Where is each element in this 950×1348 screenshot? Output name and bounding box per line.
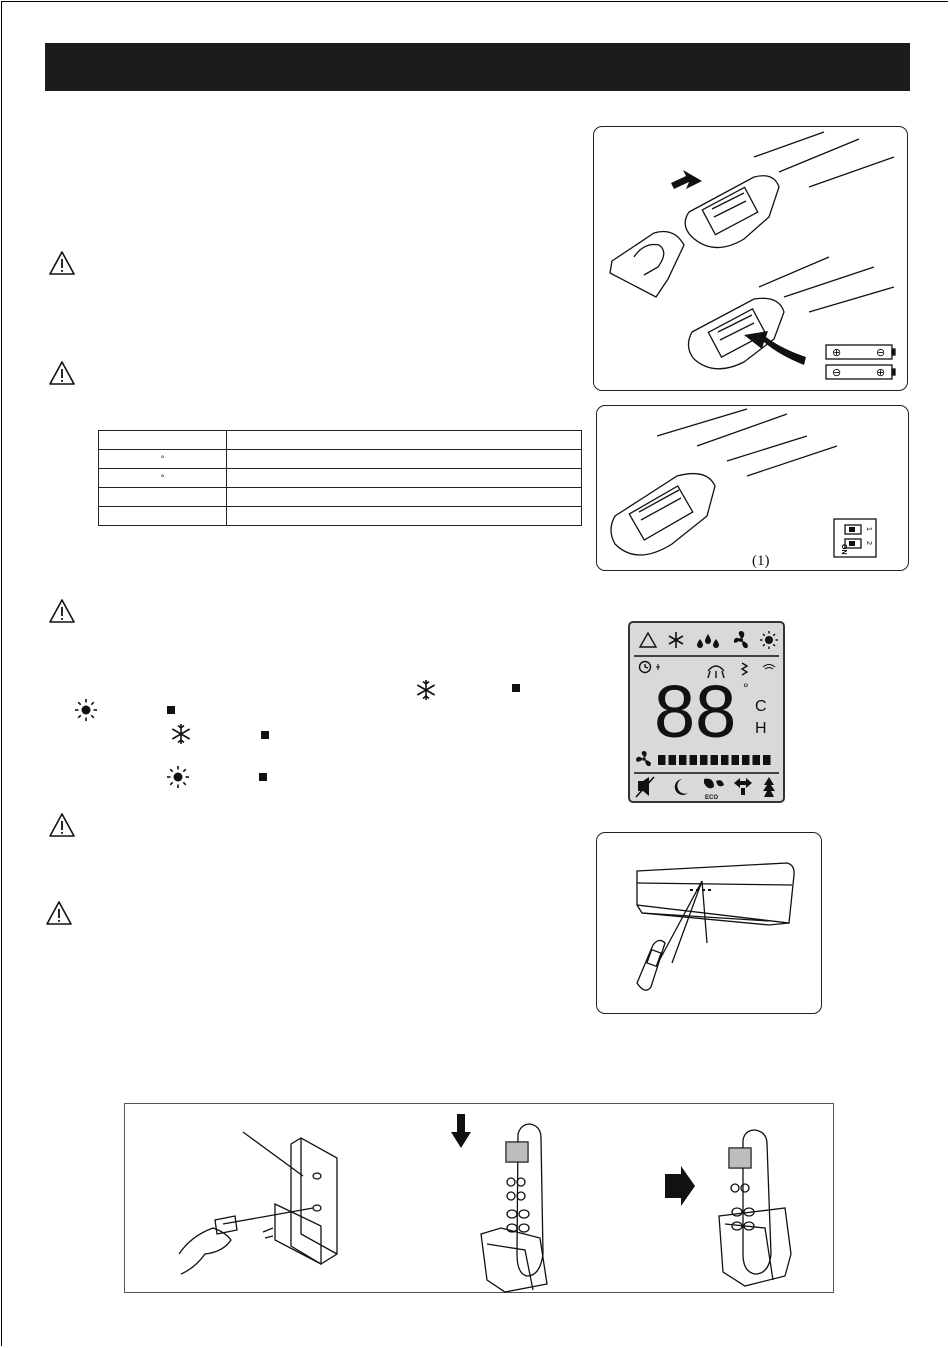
holder-install-illustration bbox=[125, 1104, 835, 1294]
snowflake-icon bbox=[669, 632, 683, 648]
polarity-label: ⊖ bbox=[832, 367, 842, 379]
spec-table bbox=[98, 430, 582, 526]
table-cell bbox=[99, 431, 227, 450]
indoor-unit-illustration bbox=[597, 833, 822, 1014]
auto-mode-icon bbox=[640, 633, 656, 647]
battery-install-illustration bbox=[594, 127, 908, 391]
fan-bar-segment bbox=[753, 755, 761, 765]
polarity-label: ⊕ bbox=[832, 347, 842, 359]
arrow-icon bbox=[671, 170, 702, 189]
lcd-unit-c: C bbox=[755, 698, 767, 715]
polarity-label: ⊖ bbox=[876, 347, 886, 359]
table-row bbox=[99, 488, 582, 507]
fan-bar-segment bbox=[679, 755, 687, 765]
sun-icon bbox=[74, 698, 98, 722]
table-cell bbox=[227, 469, 582, 488]
sun-icon bbox=[166, 765, 190, 789]
square-bullet bbox=[261, 731, 269, 739]
eco-leaf-icon bbox=[704, 779, 724, 789]
section-header-bar bbox=[45, 43, 910, 91]
dip-switch-panel bbox=[596, 405, 909, 571]
warning-icon bbox=[48, 812, 76, 838]
table-cell: ° bbox=[99, 450, 227, 469]
fan-bar-segment bbox=[721, 755, 729, 765]
table-cell bbox=[227, 450, 582, 469]
lcd-illustration bbox=[630, 623, 783, 801]
dip-switch-illustration bbox=[597, 406, 909, 571]
table-row bbox=[99, 507, 582, 526]
table-row bbox=[99, 450, 582, 469]
table-row bbox=[99, 469, 582, 488]
heat-mode-icon bbox=[760, 631, 778, 649]
table-cell bbox=[99, 488, 227, 507]
table-row bbox=[99, 431, 582, 450]
lcd-unit-h: H bbox=[755, 720, 767, 737]
warning-icon bbox=[48, 250, 76, 276]
fan-bar-segment bbox=[690, 755, 698, 765]
fan-bar-segment bbox=[742, 755, 750, 765]
warning-icon bbox=[48, 598, 76, 624]
wifi-icon bbox=[763, 665, 775, 670]
tree-icon bbox=[763, 777, 775, 797]
battery-install-panel bbox=[593, 126, 908, 391]
snowflake-icon bbox=[414, 678, 438, 702]
warning-icon bbox=[45, 900, 73, 926]
fan-speed-bar bbox=[658, 755, 771, 765]
table-cell bbox=[227, 507, 582, 526]
fan-bar-segment bbox=[669, 755, 677, 765]
fan-bar-segment bbox=[763, 755, 771, 765]
snowflake-icon bbox=[169, 722, 193, 746]
polarity-label: ⊕ bbox=[876, 367, 886, 379]
fan-speed-icon bbox=[636, 751, 651, 766]
dry-mode-icon bbox=[697, 634, 719, 648]
table-cell bbox=[227, 431, 582, 450]
fan-bar-segment bbox=[658, 755, 666, 765]
table-cell bbox=[227, 488, 582, 507]
mute-icon bbox=[636, 777, 654, 797]
arrow-down-icon bbox=[451, 1114, 471, 1148]
fan-bar-segment bbox=[732, 755, 740, 765]
eco-label: ECO bbox=[705, 795, 719, 801]
fan-mode-icon bbox=[734, 631, 748, 648]
lcd-display bbox=[628, 621, 785, 803]
lcd-degree: ° bbox=[743, 680, 749, 696]
square-bullet bbox=[259, 773, 267, 781]
table-cell bbox=[99, 507, 227, 526]
turbo-icon bbox=[734, 778, 752, 795]
holder-install-panel bbox=[124, 1103, 834, 1293]
lcd-digits: 88 bbox=[654, 670, 737, 753]
warning-icon bbox=[48, 360, 76, 386]
dip-position-label: 2 bbox=[865, 541, 872, 545]
figure-label: (1) bbox=[752, 553, 770, 569]
indoor-unit-panel bbox=[596, 832, 822, 1014]
fan-bar-segment bbox=[700, 755, 708, 765]
square-bullet bbox=[512, 684, 520, 692]
indicator-lights bbox=[690, 889, 711, 891]
table-cell: ° bbox=[99, 469, 227, 488]
dip-position-label: 1 bbox=[865, 527, 872, 531]
arrow-right-icon bbox=[665, 1166, 695, 1206]
dip-on-label: ON bbox=[840, 544, 847, 555]
square-bullet bbox=[167, 706, 175, 714]
swing-vertical-icon bbox=[742, 663, 747, 675]
fan-bar-segment bbox=[711, 755, 719, 765]
sleep-icon bbox=[675, 779, 688, 795]
